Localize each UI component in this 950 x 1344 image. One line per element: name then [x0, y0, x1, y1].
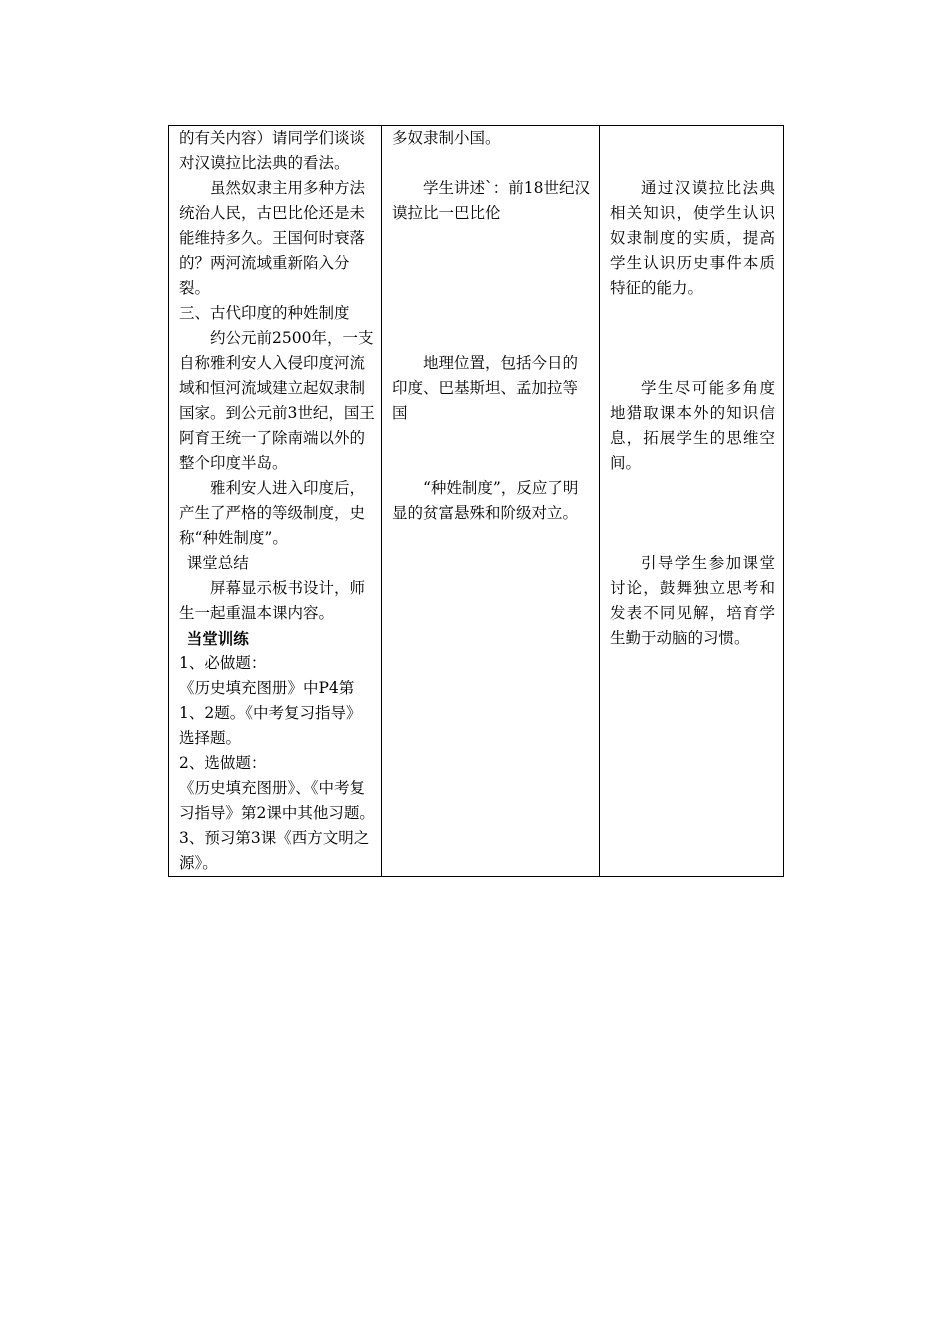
content-paragraph: 屏幕显示板书设计，师生一起重温本课内容。: [179, 579, 366, 622]
activity-paragraph: 多奴隶制小国。: [392, 129, 501, 147]
exercise-body: 《历史填充图册》、《中考复习指导》第2课中其他习题。: [179, 779, 375, 822]
table-row: [169, 126, 784, 877]
practice-heading: 当堂训练: [186, 629, 249, 648]
summary-heading: 课堂总结: [186, 554, 249, 572]
intent-paragraph: 通过汉谟拉比法典相关知识，使学生认识奴隶制度的实质，提高学生认识历史事件本质特征的能力。: [610, 179, 775, 297]
student-activity-cell: [382, 126, 600, 877]
content-paragraph: 约公元前2500年，一支自称雅利安人入侵印度河流域和恒河流域建立起奴隶制国家。到公元前3世纪，国王阿育王统一了除南端以外的整个印度半岛。: [179, 329, 375, 472]
section-heading: 三、古代印度的种姓制度: [179, 304, 350, 322]
content-paragraph: 的有关内容）请同学们谈谈对汉谟拉比法典的看法。: [179, 129, 366, 172]
content-paragraph: 雅利安人进入印度后，产生了严格的等级制度，史称“种姓制度”。: [179, 479, 366, 547]
lesson-plan-table: [168, 125, 784, 877]
content-paragraph: 虽然奴隶主用多种方法统治人民，古巴比伦还是未能维持多久。王国何时衰落的？两河流域重新陷入分裂。: [179, 179, 366, 297]
exercise-title: 1、必做题：: [179, 654, 267, 672]
exercise-item: 3、预习第3课《西方文明之源》。: [179, 829, 370, 872]
activity-paragraph: 学生讲述`：前18世纪汉谟拉比一巴比伦: [392, 179, 590, 222]
teaching-content-cell: [169, 126, 382, 877]
activity-paragraph: 地理位置，包括今日的印度、巴基斯坦、孟加拉等国: [392, 354, 579, 422]
intent-paragraph: 学生尽可能多角度地猎取课本外的知识信息，拓展学生的思维空间。: [610, 379, 775, 472]
exercise-body: 《历史填充图册》中P4第1、2题。《中考复习指导》选择题。: [179, 679, 362, 747]
design-intent-cell: [600, 126, 784, 877]
exercise-title: 2、选做题：: [179, 754, 267, 772]
activity-paragraph: “种姓制度”，反应了明显的贫富悬殊和阶级对立。: [392, 479, 579, 522]
intent-paragraph: 引导学生参加课堂讨论，鼓舞独立思考和发表不同见解，培育学生勤于动脑的习惯。: [610, 554, 775, 647]
